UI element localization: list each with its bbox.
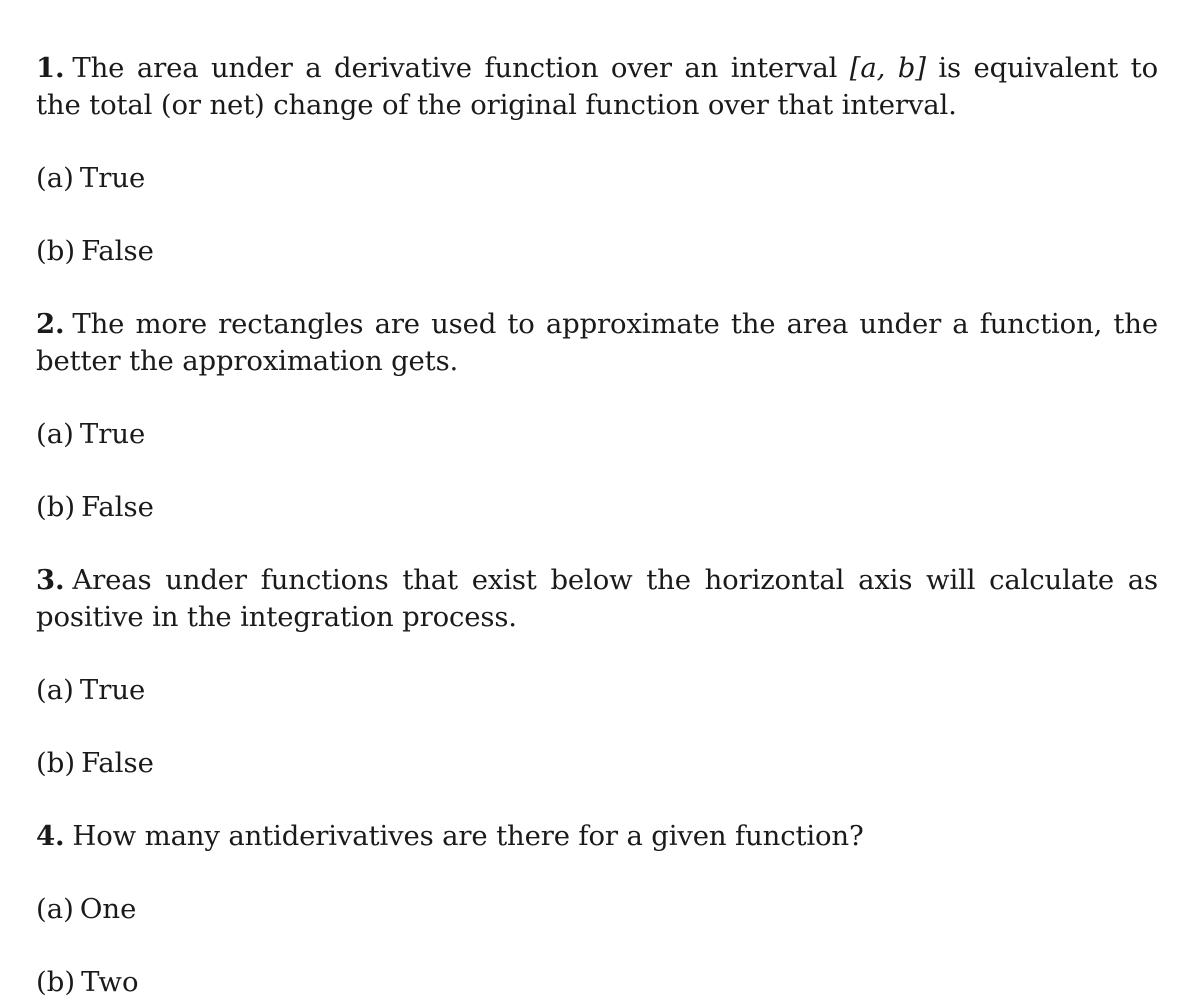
- question-1: [36, 50, 1158, 270]
- option-text: False: [81, 235, 154, 267]
- question-3-text: [36, 562, 1158, 636]
- question-4: [36, 818, 1158, 1001]
- option-text: Two: [81, 966, 139, 998]
- option-text: False: [81, 491, 154, 523]
- option-text: True: [79, 418, 146, 450]
- option-a[interactable]: [36, 891, 1158, 928]
- option-b[interactable]: [36, 964, 1158, 1001]
- option-a[interactable]: [36, 416, 1158, 453]
- question-2: [36, 306, 1158, 526]
- option-text: True: [79, 674, 146, 706]
- question-text-part: The area under a derivative function over an interval: [72, 52, 850, 84]
- option-a[interactable]: [36, 160, 1158, 197]
- question-3: [36, 562, 1158, 782]
- question-number: 1.: [36, 52, 65, 84]
- question-number: 3.: [36, 564, 65, 596]
- question-4-text: [36, 818, 1158, 855]
- option-text: One: [79, 893, 137, 925]
- option-b[interactable]: [36, 233, 1158, 270]
- question-text: How many antiderivatives are there for a given function?: [72, 820, 864, 852]
- quiz-document: [36, 50, 1158, 1001]
- question-text: The more rectangles are used to approximate the area under a function, the better the approximation gets.: [36, 308, 1158, 377]
- option-letter: (b): [36, 966, 76, 998]
- question-1-text: [36, 50, 1158, 124]
- option-letter: (b): [36, 235, 76, 267]
- question-text: Areas under functions that exist below the horizontal axis will calculate as positive in the integration process.: [36, 564, 1158, 633]
- option-letter: (b): [36, 491, 76, 523]
- question-number: 2.: [36, 308, 65, 340]
- option-a[interactable]: [36, 672, 1158, 709]
- option-letter: (a): [36, 162, 74, 194]
- option-text: False: [81, 747, 154, 779]
- option-letter: (a): [36, 418, 74, 450]
- option-letter: (a): [36, 674, 74, 706]
- option-letter: (b): [36, 747, 76, 779]
- question-number: 4.: [36, 820, 65, 852]
- math-interval: [a, b]: [849, 52, 926, 84]
- option-b[interactable]: [36, 489, 1158, 526]
- option-letter: (a): [36, 893, 74, 925]
- option-b[interactable]: [36, 745, 1158, 782]
- question-2-text: [36, 306, 1158, 380]
- option-text: True: [79, 162, 146, 194]
- question-text-part: is equivalent to the total (or net) change of the original function over that interval.: [36, 52, 1158, 121]
